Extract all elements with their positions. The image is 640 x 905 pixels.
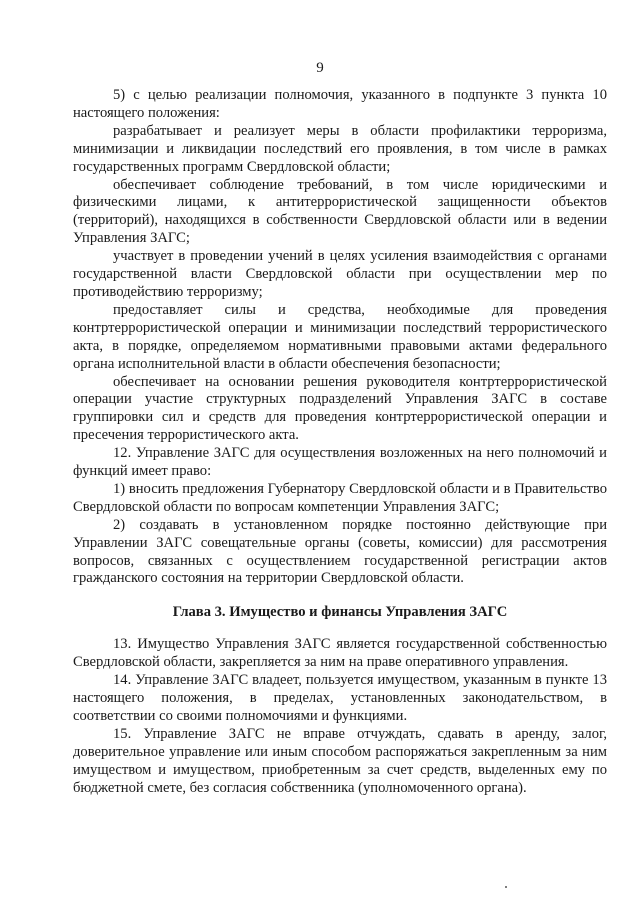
paragraph: 14. Управление ЗАГС владеет, пользуется имуществом, указанным в пункте 13 настоящего положения, в пределах, установленных законодательством, в соответствии со своими полномочиями и функциями. [73,672,607,724]
paragraph: предоставляет силы и средства, необходимые для проведения контртеррористической операции и минимизации последствий террористического акта, в порядке, определяемом нормативными правовыми актами федерального органа исполнительной власти в области обеспечения безопасности; [73,301,607,372]
paragraph: разрабатывает и реализует меры в области профилактики терроризма, минимизации и ликвидации последствий его проявления, в том числе в рамках государственных программ Свердловской области; [73,122,607,175]
paragraph: 15. Управление ЗАГС не вправе отчуждать, сдавать в аренду, залог, доверительное управление или иным способом распоряжаться закрепленным за ним имуществом и имуществом, приобретенным за счет средств, выделенных ему по бюджетной смете, без согласия собственника (уполномоченного органа). [73,725,607,796]
document-body [73,87,607,797]
paragraph: 13. Имущество Управления ЗАГС является государственной собственностью Свердловской области, закрепляется за ним на праве оперативного управления. [73,636,607,671]
paragraph: 5) с целью реализации полномочия, указанного в подпункте 3 пункта 10 настоящего положения: [73,87,607,121]
paragraph: участвует в проведении учений в целях усиления взаимодействия с органами государственной власти Свердловской области при осуществлении мер по противодействию терроризму; [73,248,607,300]
chapter-heading: Глава 3. Имущество и финансы Управления ЗАГС [172,604,508,621]
paragraph: обеспечивает на основании решения руководителя контртеррористической операции участие структурных подразделений Управления ЗАГС в составе группировки сил и средств для проведения контртеррористической операции и пресечения террористического акта. [73,373,607,444]
paragraph: 12. Управление ЗАГС для осуществления возложенных на него полномочий и функций имеет право: [73,445,607,480]
paragraph: обеспечивает соблюдение требований, в том числе юридическими и физическими лицами, к антитеррористической защищенности объектов (территорий), находящихся в собственности Свердловской области или в ведении Управления ЗАГС; [73,176,607,247]
page-number: 9 [316,60,324,76]
paragraph: 2) создавать в установленном порядке постоянно действующие при Управлении ЗАГС совещательные органы (советы, комиссии) для рассмотрения вопросов, связанных с осуществлением государственной регистрации актов гражданского состояния на территории Свердловской области. [73,516,607,587]
scan-speck [505,886,507,888]
paragraph: 1) вносить предложения Губернатору Свердловской области и в Правительство Свердловской области по вопросам компетенции Управления ЗАГС; [73,480,607,515]
